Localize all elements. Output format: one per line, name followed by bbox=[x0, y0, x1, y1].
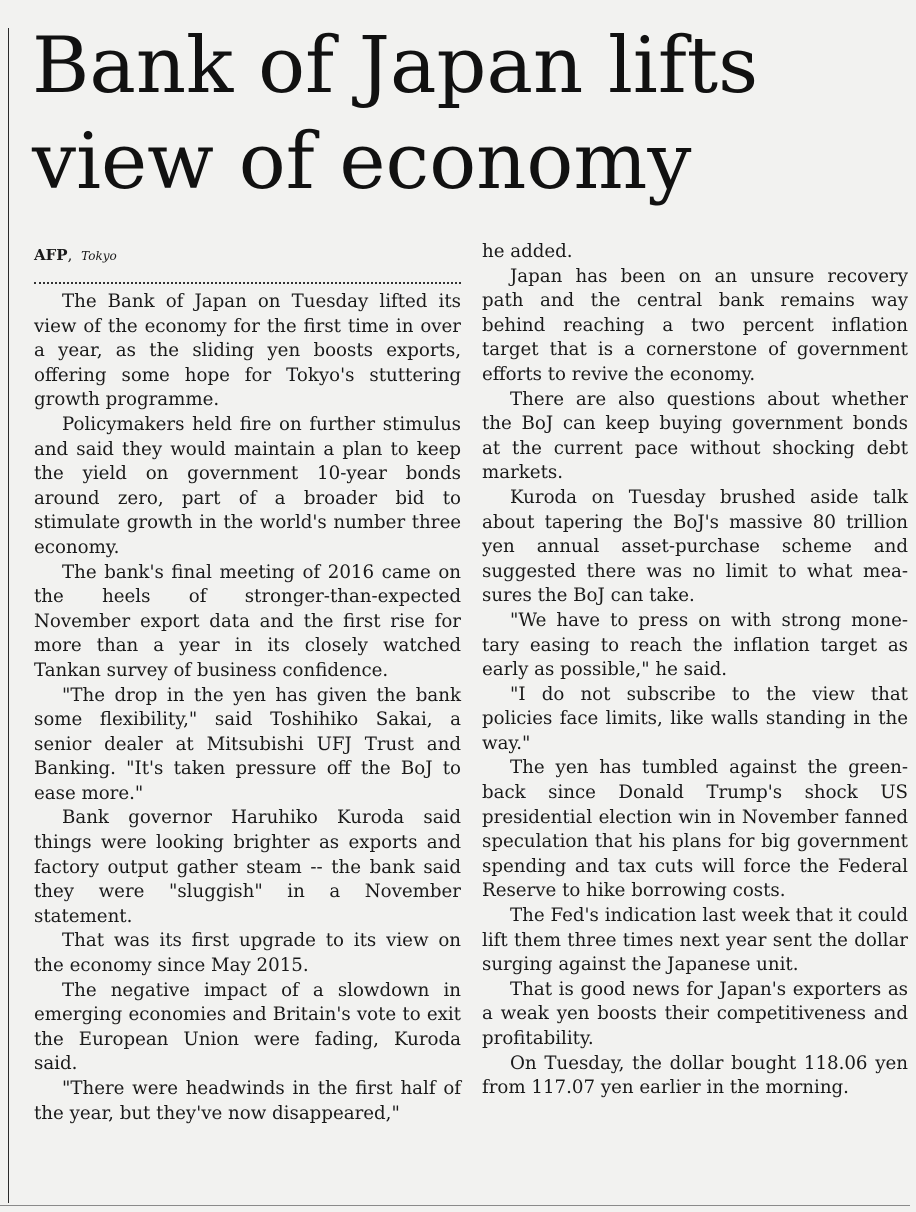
paragraph: "There were headwinds in the first half of the year, but they've now disappeared," bbox=[34, 1078, 461, 1124]
byline-agency: AFP bbox=[34, 246, 68, 264]
dotted-divider bbox=[34, 282, 461, 284]
bottom-border bbox=[0, 1205, 910, 1206]
paragraph: There are also questions about whether the BoJ can keep buying government bonds at the current pace without shocking debt markets. bbox=[482, 388, 908, 484]
article-column-right bbox=[482, 240, 908, 1101]
paragraph: That was its first upgrade to its view on the economy since May 2015. bbox=[34, 930, 461, 977]
paragraph: Japan has been on an unsure recovery path and the central bank remains way behind reaching a two percent inflation target that is a cornerstone of government efforts to revive the economy. bbox=[482, 265, 908, 385]
paragraph: The Bank of Japan on Tuesday lifted its view of the economy for the first time in over a year, as the sliding yen boosts exports, offering some hope for Tokyo's stuttering growth programme. bbox=[34, 291, 461, 411]
headline: Bank of Japan lifts view of economy bbox=[32, 21, 759, 207]
paragraph: Kuroda on Tuesday brushed aside talk about tapering the BoJ's massive 80 trillion yen annual asset-purchase scheme and suggested there was no limit to what measures the BoJ can take. bbox=[482, 486, 908, 607]
column-border-left bbox=[8, 28, 9, 1203]
paragraph: "I do not subscribe to the view that policies face limits, like walls standing in the way." bbox=[482, 683, 908, 754]
paragraph: Bank governor Haruhiko Kuroda said things were looking brighter as exports and factory output gather steam -- the bank said they were "sluggish" in a November statement. bbox=[34, 807, 461, 927]
byline bbox=[34, 245, 117, 266]
byline-separator: , bbox=[67, 246, 73, 264]
article-column-left bbox=[34, 290, 461, 1126]
paragraph: "We have to press on with strong monetary easing to reach the inflation target as early as possible," he said. bbox=[482, 609, 908, 681]
byline-location: Tokyo bbox=[81, 249, 117, 263]
paragraph: The Fed's indication last week that it could lift them three times next year sent the dollar surging against the Japanese unit. bbox=[482, 905, 908, 976]
paragraph: The bank's final meeting of 2016 came on the heels of stronger-than-expected November export data and the first rise for more than a year in its closely watched Tankan survey of business confidence. bbox=[34, 561, 461, 681]
paragraph: The yen has tumbled against the greenback since Donald Trump's shock US presidential election win in November fanned speculation that his plans for big government spending and tax cuts will force the Federal Reserve to hike borrowing costs. bbox=[482, 757, 908, 902]
paragraph: The negative impact of a slowdown in emerging economies and Britain's vote to exit the European Union were fading, Kuroda said. bbox=[34, 979, 461, 1075]
paragraph: "The drop in the yen has given the bank some flexibility," said Toshihiko Sakai, a senior dealer at Mitsubishi UFJ Trust and Banking. "It's taken pressure off the BoJ to ease more." bbox=[34, 684, 461, 804]
paragraph: That is good news for Japan's exporters as a weak yen boosts their competitiveness and profitability. bbox=[482, 978, 908, 1049]
paragraph-continuation: he added. bbox=[482, 241, 573, 262]
paragraph: Policymakers held fire on further stimulus and said they would maintain a plan to keep the yield on government 10-year bonds around zero, part of a broader bid to stimulate growth in the world's number three economy. bbox=[34, 413, 461, 558]
paragraph: On Tuesday, the dollar bought 118.06 yen from 117.07 yen earlier in the morning. bbox=[482, 1052, 908, 1099]
